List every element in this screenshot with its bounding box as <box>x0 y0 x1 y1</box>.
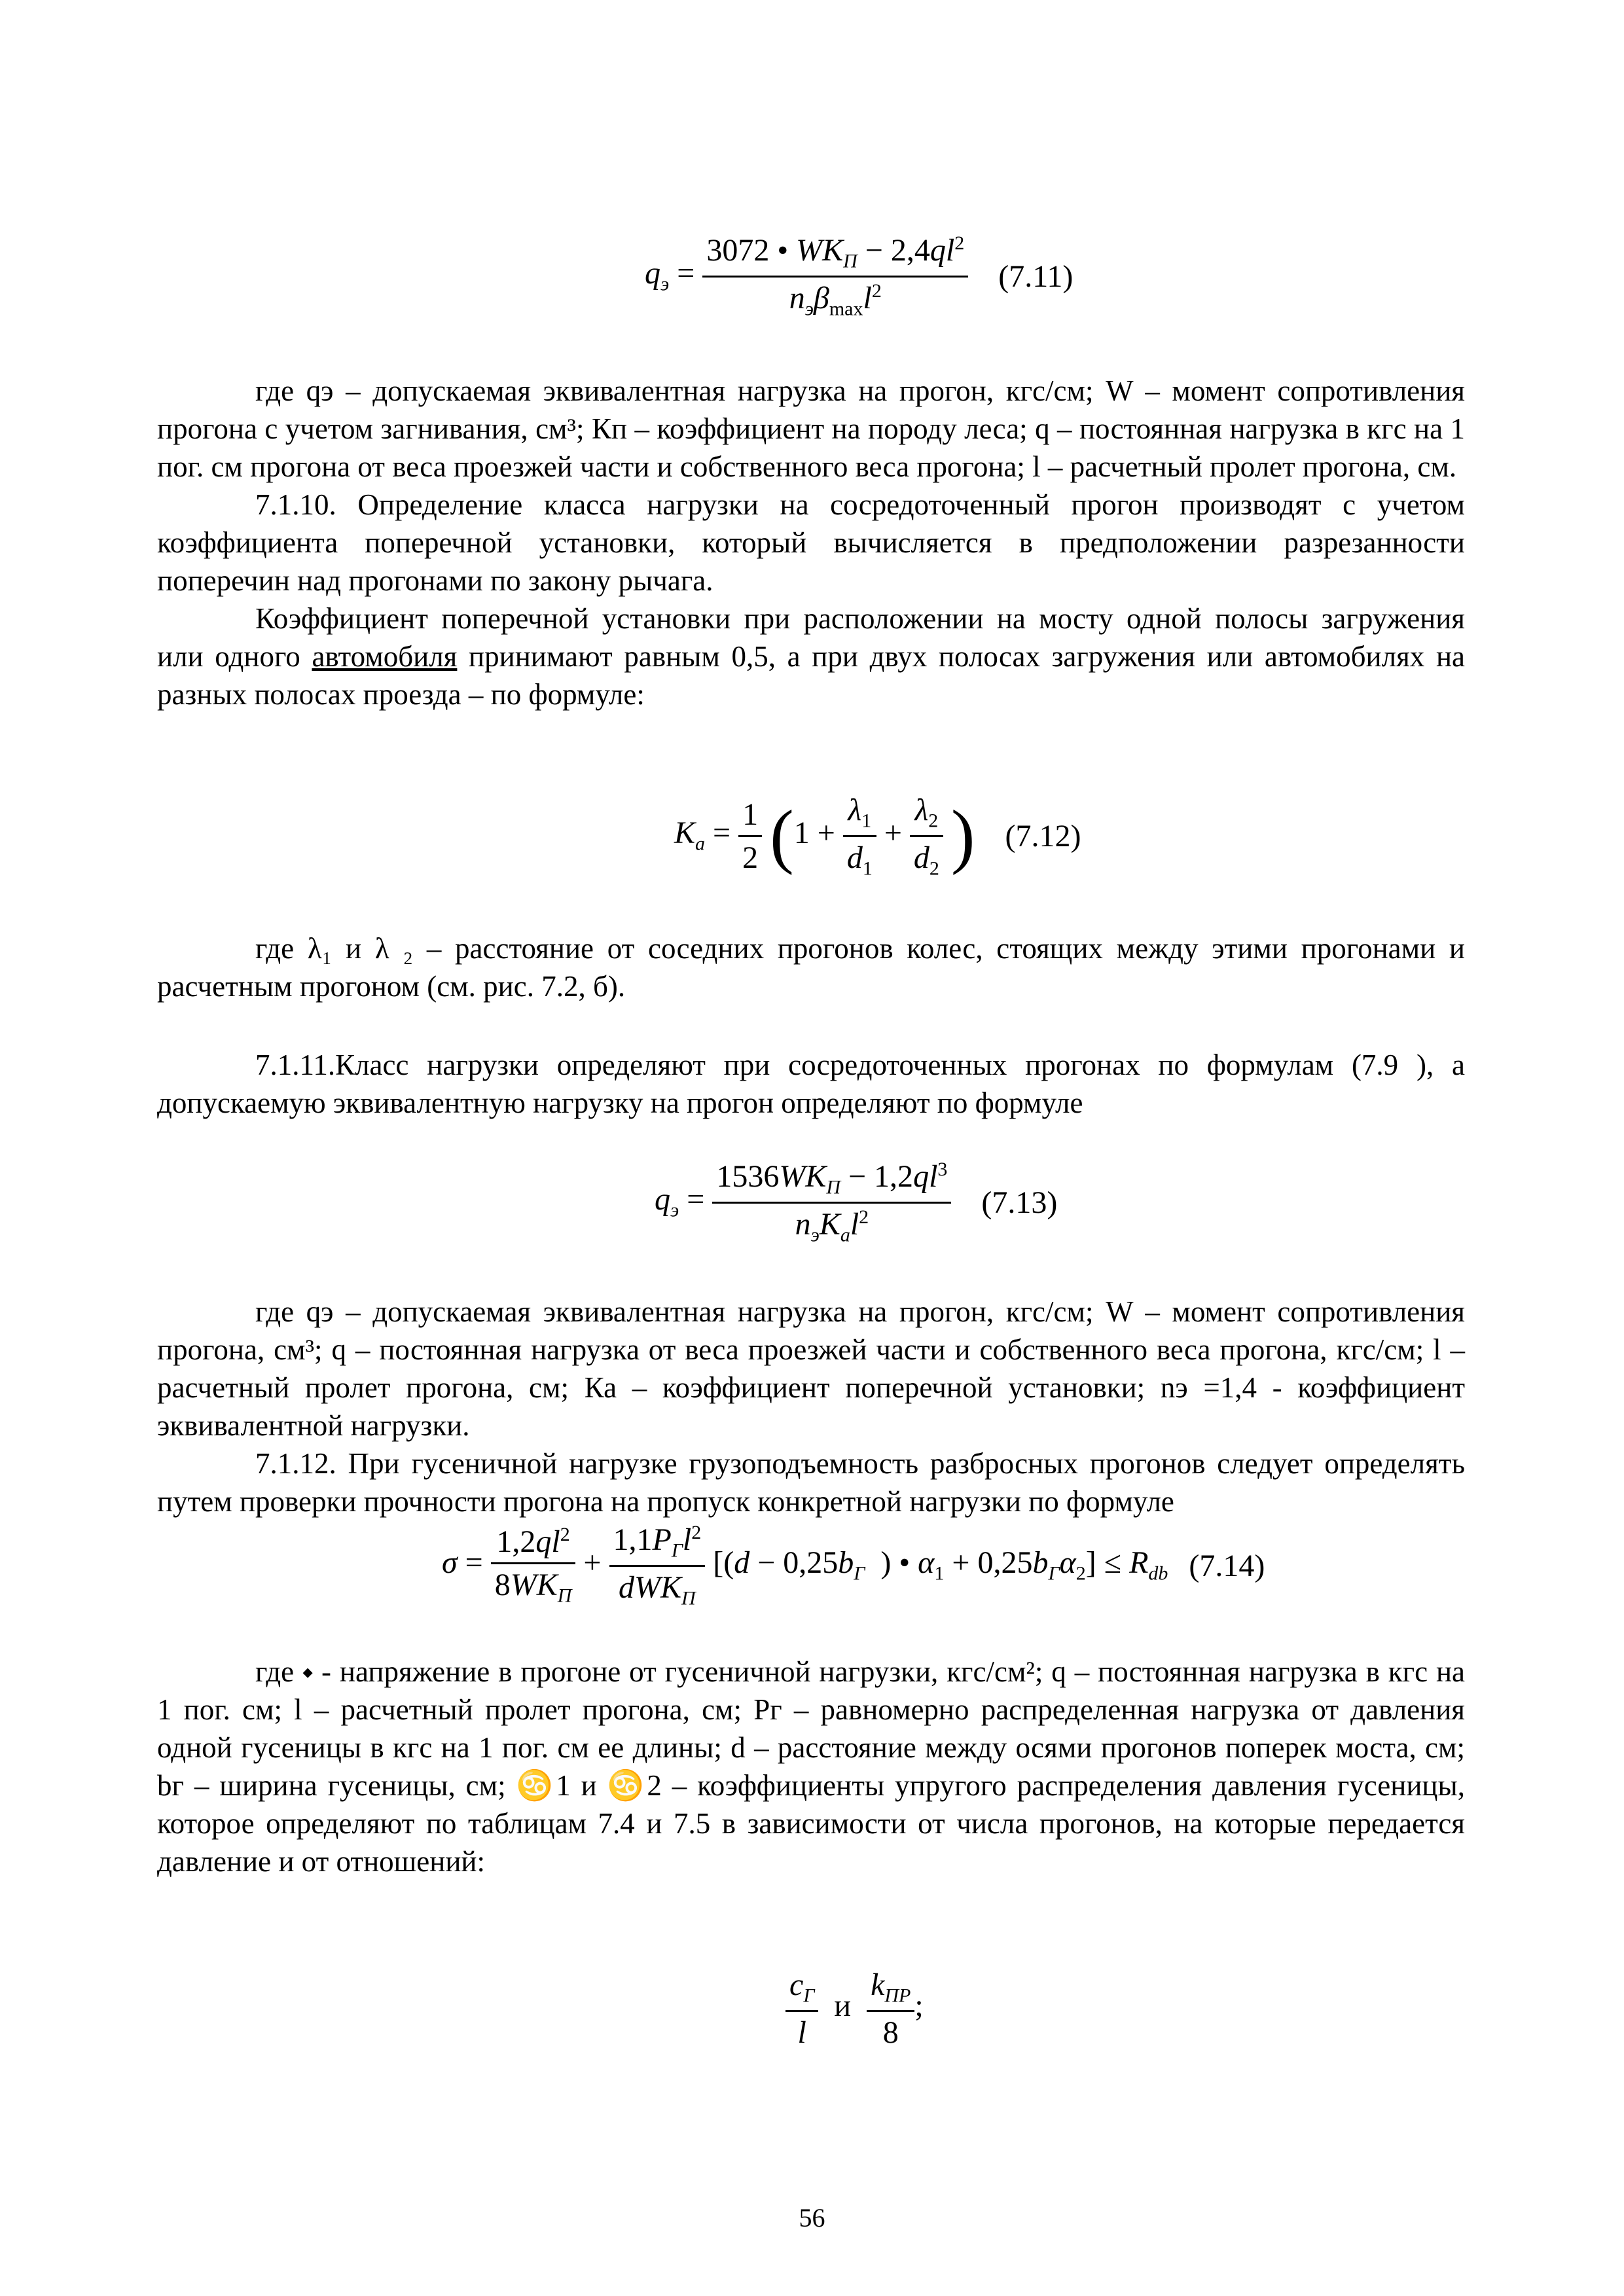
formula-number: (7.14) <box>1189 1548 1265 1583</box>
text-block-5 <box>157 1653 1465 1880</box>
term-avtomobil: автомобиля <box>312 640 458 673</box>
text-block-4 <box>157 1293 1465 1520</box>
where-7-14: где ⬩ - напряжение в прогоне от гусеничной нагрузки, кгс/см²; q – постоянная нагрузка в кгс на 1 пог. см; l – расчетный пролет прогона, см; Рг – равномерно распределенная нагрузка от давления одной гусеницы в кгс на 1 пог. см ее длины; d – расстояние между осями прогонов поперек моста, см; bг – ширина гусеницы, см; ♋1 и ♋2 – коэффициенты упругого распределения давления гусеницы, которое определяют по таблицам 7.4 и 7.5 в зависимости от числа прогонов, на которые передается давление и от отношений: <box>157 1655 1465 1878</box>
paragraph-7-1-10: 7.1.10. Определение класса нагрузки на сосредоточенный прогон производят с учетом коэффициента поперечной установки, который вычисляется в предположении разрезанности поперечин над прогонами по закону рычага. <box>157 488 1465 597</box>
formula-number: (7.11) <box>998 259 1074 294</box>
ratio-formula: $\frac{c_Г}{l}$ и $\frac{k_{ПР}}{8}$ ; <box>785 1967 924 2051</box>
formula-7-12: $K_a$ = $\frac{1}{2}$ (1 + $\frac{\lambda_1}{d_1}$ + $\frac{\lambda_2}{d_2}$ ) (7.12) <box>674 793 1081 880</box>
page-number: 56 <box>799 2203 825 2233</box>
text-block-3 <box>157 1046 1465 1122</box>
formula-number: (7.13) <box>981 1185 1058 1220</box>
where-7-12: где λ₁ и λ ₂ – расстояние от соседних прогонов колес, стоящих между этими прогонами и расчетным прогоном (см. рис. 7.2, б). <box>157 932 1465 1003</box>
paragraph-7-1-12: 7.1.12. При гусеничной нагрузке грузоподъемность разбросных прогонов следует определять путем проверки прочности прогона на пропуск конкретной нагрузки по формуле <box>157 1447 1465 1518</box>
paragraph-coef: Коэффициент поперечной установки при расположении на мосту одной полосы загружения или одного автомобиля принимают равным 0,5, а при двух полосах загружения или автомобилях на разных полосах проезда – по формуле: <box>157 602 1466 711</box>
text-block-1 <box>157 372 1465 713</box>
formula-7-13: $q_э$ = $\frac{1536WK_П - 1,2ql^3}{n_эK_al^2}$ (7.13) <box>655 1158 1058 1246</box>
paragraph-7-1-11: 7.1.11.Класс нагрузки определяют при сосредоточенных прогонах по формулам (7.9 ), а допускаемую эквивалентную нагрузку на прогон определяют по формуле <box>157 1049 1465 1119</box>
where-7-13: где qэ – допускаемая эквивалентная нагрузка на прогон, кгс/см; W – момент сопротивления прогона, см³; q – постоянная нагрузка от веса проезжей части и собственного веса прогона, кгс/см; l – расчетный пролет прогона, см; Ка – коэффициент поперечной установки; nэ =1,4 - коэффициент эквивалентной нагрузки. <box>157 1295 1465 1442</box>
where-7-11: где qэ – допускаемая эквивалентная нагрузка на прогон, кгс/см; W – момент сопротивления прогона с учетом загнивания, см³; Кп – коэффициент на породу леса; q – постоянная нагрузка в кгс на 1 пог. см прогона от веса проезжей части и собственного веса прогона; l – расчетный пролет прогона, см. <box>157 374 1465 483</box>
formula-7-14: σ = $\frac{1,2ql^2}{8WK_П}$ + $\frac{1,1P_Гl^2}{dWK_П}$ [($d - 0,25b_Г$ ) • $\alpha_1 + 0,25b_Г\alpha_2] \le R_{db}$ (7.14) <box>442 1522 1265 1609</box>
text-block-2 <box>157 929 1465 1005</box>
formula-number: (7.12) <box>1005 818 1081 853</box>
formula-7-11: $q_э$ = $\frac{3072 • WK_П - 2,4ql^2}{n_э\beta_{max}l^2}$ (7.11) <box>645 232 1074 320</box>
